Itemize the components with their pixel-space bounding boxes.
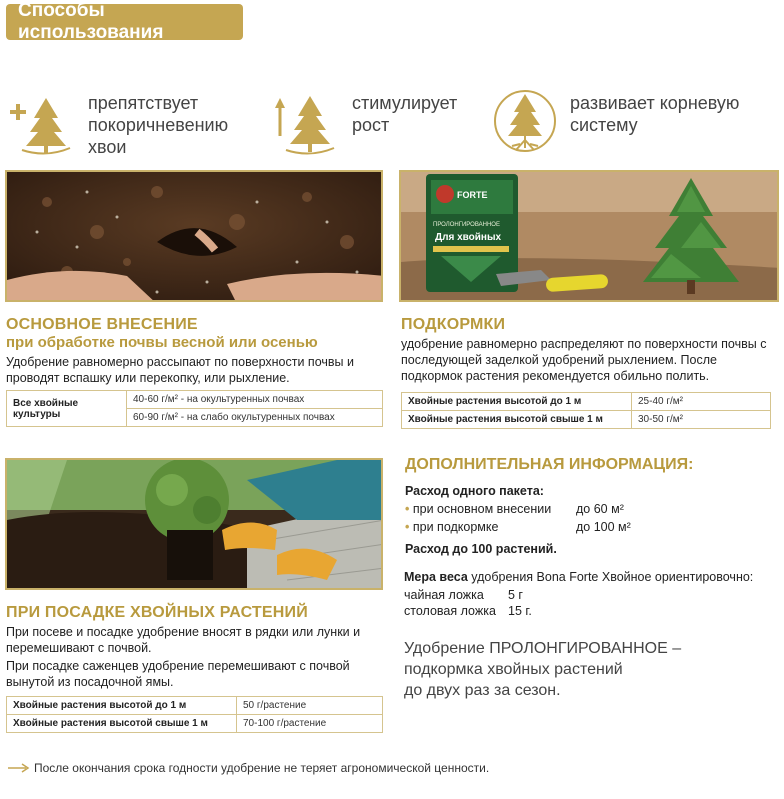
feeding-title: ПОДКОРМКИ (401, 316, 506, 333)
bullet-icon: • (405, 520, 410, 534)
measure-label: чайная ложка (404, 588, 484, 602)
measure-value: 15 г. (508, 604, 532, 618)
promo-line: подкормка хвойных растений (404, 661, 623, 678)
planting-text-1: При посеве и посадке удобрение вносят в рядки или лунки и перемешивают с почвой. (6, 625, 361, 655)
arrow-tree-icon (272, 88, 342, 158)
footer-text: После окончания срока годности удобрение не теряет агрономической ценности. (34, 761, 490, 775)
info-title: ДОПОЛНИТЕЛЬНАЯ ИНФОРМАЦИЯ: (405, 456, 694, 473)
table-row (402, 411, 771, 429)
footer-note (8, 761, 489, 775)
table-label: Все хвойные культуры (7, 391, 127, 427)
section-header: Способы использования (6, 4, 243, 40)
package-brand: FORTE (457, 190, 488, 200)
feeding-text: удобрение равномерно распределяют по поверхности почвы с последующей заделкой удобрений рыхлением. После подкормок растения рекомендуется обильно полить. (401, 337, 767, 383)
promo-line: до двух раз за сезон. (404, 682, 561, 699)
promo-line: Удобрение ПРОЛОНГИРОВАННОЕ – (404, 640, 682, 657)
promo-text (404, 638, 681, 701)
consumption-item (405, 502, 551, 516)
table-row (402, 393, 771, 411)
feeding-table (401, 392, 771, 429)
basic-subtitle: при обработке почвы весной или осенью (6, 334, 318, 351)
basic-table (6, 390, 383, 427)
consumption-label: при подкормке (412, 520, 499, 534)
basic-title: ОСНОВНОЕ ВНЕСЕНИЕ (6, 316, 198, 333)
benefit-item-growth (272, 88, 457, 158)
table-label: Хвойные растения высотой до 1 м (7, 697, 237, 715)
benefit-item-roots (490, 88, 739, 158)
measure-rest: удобрения Bona Forte Хвойное ориентировочно: (467, 570, 754, 584)
table-label: Хвойные растения высотой до 1 м (402, 393, 632, 411)
measure-bold: Мера веса (404, 570, 468, 584)
table-row (7, 391, 383, 409)
consumption-label: при основном внесении (412, 502, 552, 516)
table-label: Хвойные растения высотой свыше 1 м (402, 411, 632, 429)
plus-tree-icon (8, 88, 78, 158)
bullet-icon: • (405, 502, 410, 516)
measure-value: 5 г (508, 588, 523, 602)
planting-title: ПРИ ПОСАДКЕ ХВОЙНЫХ РАСТЕНИЙ (6, 604, 308, 621)
package-line1: ПРОЛОНГИРОВАННОЕ (433, 222, 500, 228)
table-value: 70-100 г/растение (237, 715, 383, 733)
benefit-item-needles (8, 88, 228, 158)
table-value: 60-90 г/м² - на слабо окультуренных почвах (127, 409, 383, 427)
soil-photo (5, 170, 383, 302)
table-value: 30-50 г/м² (632, 411, 771, 429)
feeding-photo (399, 170, 779, 302)
roots-tree-icon (490, 88, 560, 158)
benefit-text: стимулирует рост (352, 93, 458, 135)
package-tree-image (401, 172, 779, 302)
consumption-title: Расход одного пакета: (405, 484, 544, 498)
table-label: Хвойные растения высотой свыше 1 м (7, 715, 237, 733)
table-value: 25-40 г/м² (632, 393, 771, 411)
consumption-item (405, 520, 498, 534)
measure-label: столовая ложка (404, 604, 496, 618)
package-line2: Для хвойных (435, 232, 502, 243)
table-value: 40-60 г/м² - на окультуренных почвах (127, 391, 383, 409)
planting-photo (5, 458, 383, 590)
table-row (7, 715, 383, 733)
benefit-text: препятствует покоричневению хвои (88, 93, 229, 157)
planting-image (7, 460, 383, 590)
consumption-value: до 100 м² (576, 520, 631, 534)
table-row (7, 697, 383, 715)
plants-count: Расход до 100 растений. (405, 542, 557, 556)
measure-line (404, 570, 753, 584)
planting-text-2: При посадке саженцев удобрение перемешивают с почвой вынутой из посадочной ямы. (6, 659, 350, 689)
arrow-right-icon (8, 763, 30, 773)
soil-image (7, 172, 383, 302)
consumption-value: до 60 м² (576, 502, 624, 516)
planting-table (6, 696, 383, 733)
table-value: 50 г/растение (237, 697, 383, 715)
benefit-text: развивает корневую систему (570, 93, 740, 135)
basic-text: Удобрение равномерно рассыпают по поверхности почвы и проводят вспашку или перекопку, или рыхление. (6, 355, 354, 385)
